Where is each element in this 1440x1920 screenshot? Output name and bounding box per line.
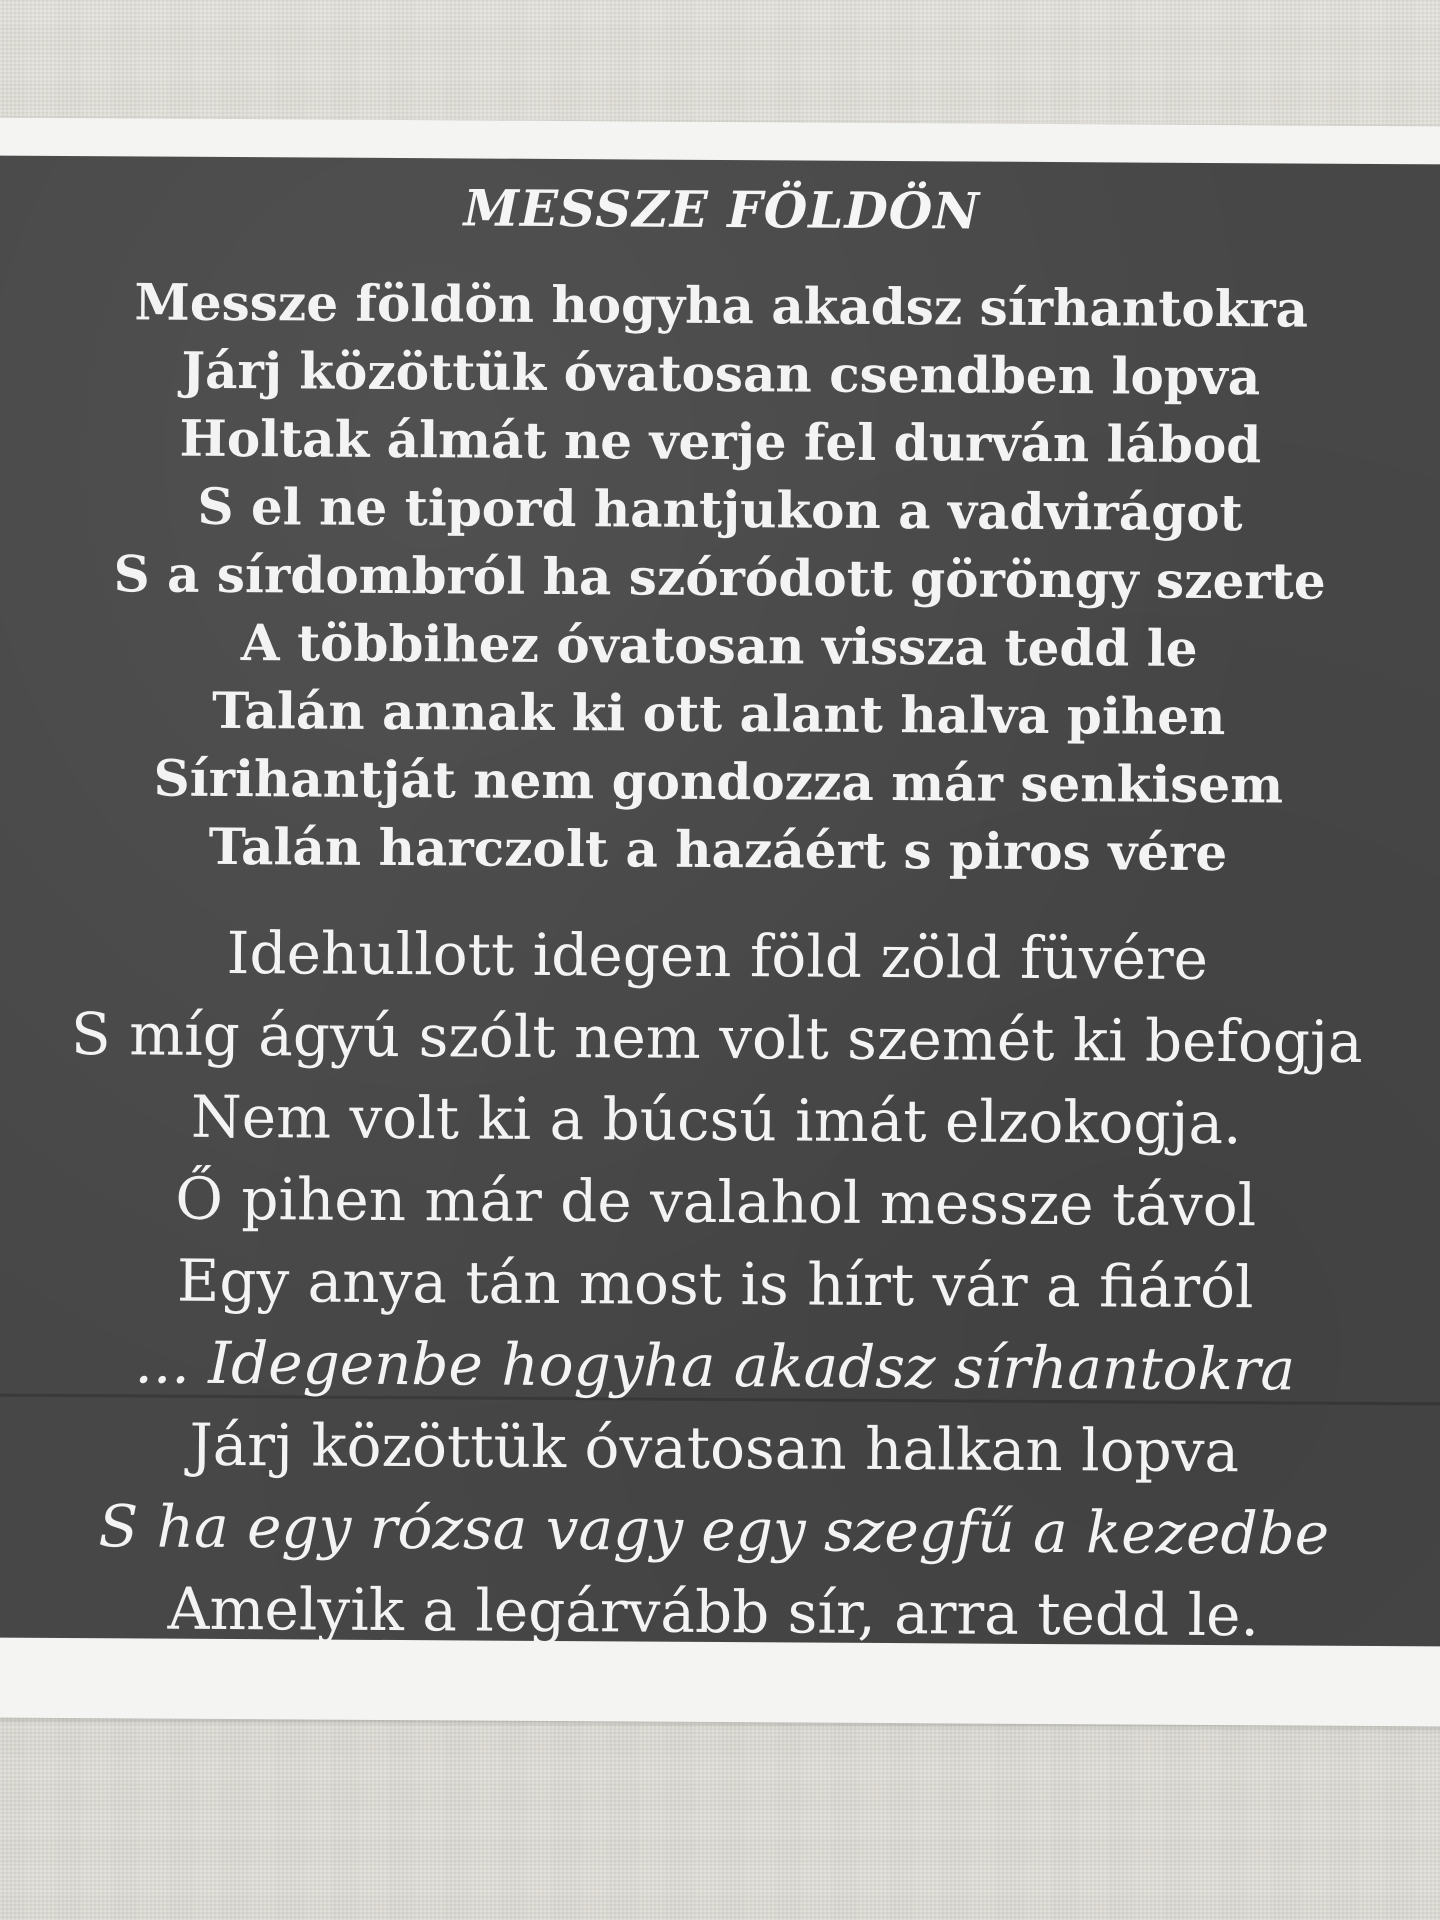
poem-line: Ő pihen már de valahol messze távol <box>175 1164 1257 1240</box>
poem-line: A többihez óvatosan vissza tedd le <box>240 613 1198 678</box>
poem-line: Járj közöttük óvatosan csendben lopva <box>181 340 1261 407</box>
poem-line: Sírihantját nem gondozza már senkisem <box>153 748 1284 815</box>
poem-line: S el ne tipord hantjukon a vadvirágot <box>197 476 1243 543</box>
poem-line: Idehullott idegen föld zöld füvére <box>226 918 1209 993</box>
poem-line: S a sírdombról ha szóródott göröngy szerte <box>113 544 1326 611</box>
poem-line: ... Idegenbe hogyha akadsz sírhantokra <box>134 1328 1296 1404</box>
poem-line: Egy anya tán most is hírt vár a fiáról <box>176 1246 1254 1322</box>
paper-sheet <box>0 118 1440 1727</box>
poem-line: Talán harczolt a hazáért s piros vére <box>208 816 1228 883</box>
poem-panel <box>0 156 1440 1650</box>
poem-stanza-1 <box>0 268 1440 889</box>
poem-stanza-2 <box>0 911 1440 1658</box>
poem-line: Amelyik a legárvább sír, arra tedd le. <box>167 1574 1260 1650</box>
poem-line: Holtak álmát ne verje fel durván lábod <box>179 408 1262 475</box>
poem-line: S míg ágyú szólt nem volt szemét ki befogja <box>70 1000 1363 1076</box>
poem <box>0 156 1440 1650</box>
poem-line: S ha egy rózsa vagy egy szegfű a kezedbe <box>98 1492 1330 1568</box>
poem-line: Járj közöttük óvatosan halkan lopva <box>189 1410 1240 1486</box>
poem-line: Talán annak ki ott alant halva pihen <box>211 680 1226 747</box>
poem-line: Nem volt ki a búcsú imát elzokogja. <box>190 1082 1242 1158</box>
poem-title: MESSZE FÖLDÖN <box>463 178 981 241</box>
poem-line: Messze földön hogyha akadsz sírhantokra <box>134 272 1309 339</box>
